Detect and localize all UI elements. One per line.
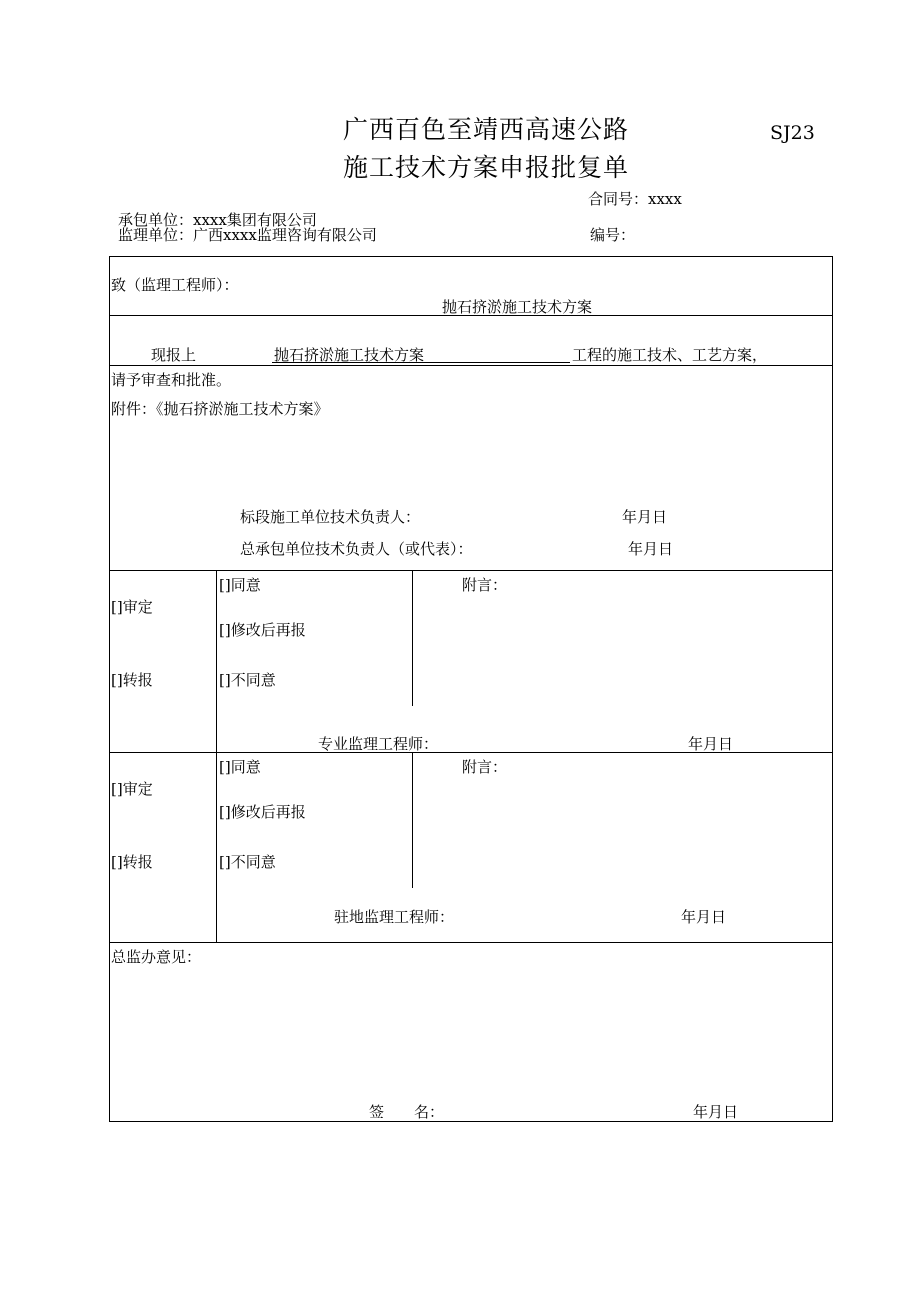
forward-checkbox[interactable]: []转报 [111, 671, 153, 689]
chief-opinion-label: 总监办意见： [111, 948, 202, 966]
signer-label: 专业监理工程师： [318, 735, 439, 753]
addressee-label: 致（监理工程师）： [111, 276, 239, 294]
plan-subject: 抛石挤淤施工技术方案 [442, 298, 593, 316]
chief-sign-label: 签 名： [369, 1103, 445, 1121]
revise-checkbox[interactable]: []修改后再报 [219, 621, 306, 639]
contractor-unit: 承包单位：xxxx集团有限公司 [118, 211, 317, 229]
remark-label: 附言： [462, 576, 508, 594]
signer-date: 年月日 [681, 908, 727, 926]
signer-label: 驻地监理工程师： [334, 908, 455, 926]
attachment-line: 附件：《抛石挤淤施工技术方案》 [111, 400, 329, 418]
report-request: 请予审查和批准。 [111, 371, 232, 389]
contract-number: 合同号：xxxx [588, 190, 682, 208]
signer-date: 年月日 [688, 735, 734, 753]
forward-checkbox[interactable]: []转报 [111, 853, 153, 871]
remark-label: 附言： [462, 758, 508, 776]
revise-checkbox[interactable]: []修改后再报 [219, 803, 306, 821]
disagree-checkbox[interactable]: []不同意 [219, 671, 276, 689]
form-title-line2: 施工技术方案申报批复单 [343, 153, 630, 182]
section-tech-lead-date: 年月日 [622, 508, 668, 526]
form-title-line1: 广西百色至靖西高速公路 [343, 115, 630, 144]
general-contractor-lead-label: 总承包单位技术负责人（或代表）： [240, 540, 473, 558]
form-code: SJ23 [770, 122, 815, 144]
disagree-checkbox[interactable]: []不同意 [219, 853, 276, 871]
chief-sign-date: 年月日 [693, 1103, 739, 1121]
report-item: 抛石挤淤施工技术方案 [274, 346, 425, 364]
serial-number-label: 编号： [590, 226, 636, 244]
section-tech-lead-label: 标段施工单位技术负责人： [240, 508, 421, 526]
report-prefix: 现报上 [151, 346, 197, 364]
review-checkbox[interactable]: []审定 [111, 780, 153, 798]
agree-checkbox[interactable]: []同意 [219, 758, 261, 776]
general-contractor-lead-date: 年月日 [628, 540, 674, 558]
report-suffix: 工程的施工技术、工艺方案， [572, 346, 768, 364]
supervisor-unit: 监理单位：广西xxxx监理咨询有限公司 [118, 226, 377, 244]
agree-checkbox[interactable]: []同意 [219, 576, 261, 594]
review-checkbox[interactable]: []审定 [111, 598, 153, 616]
